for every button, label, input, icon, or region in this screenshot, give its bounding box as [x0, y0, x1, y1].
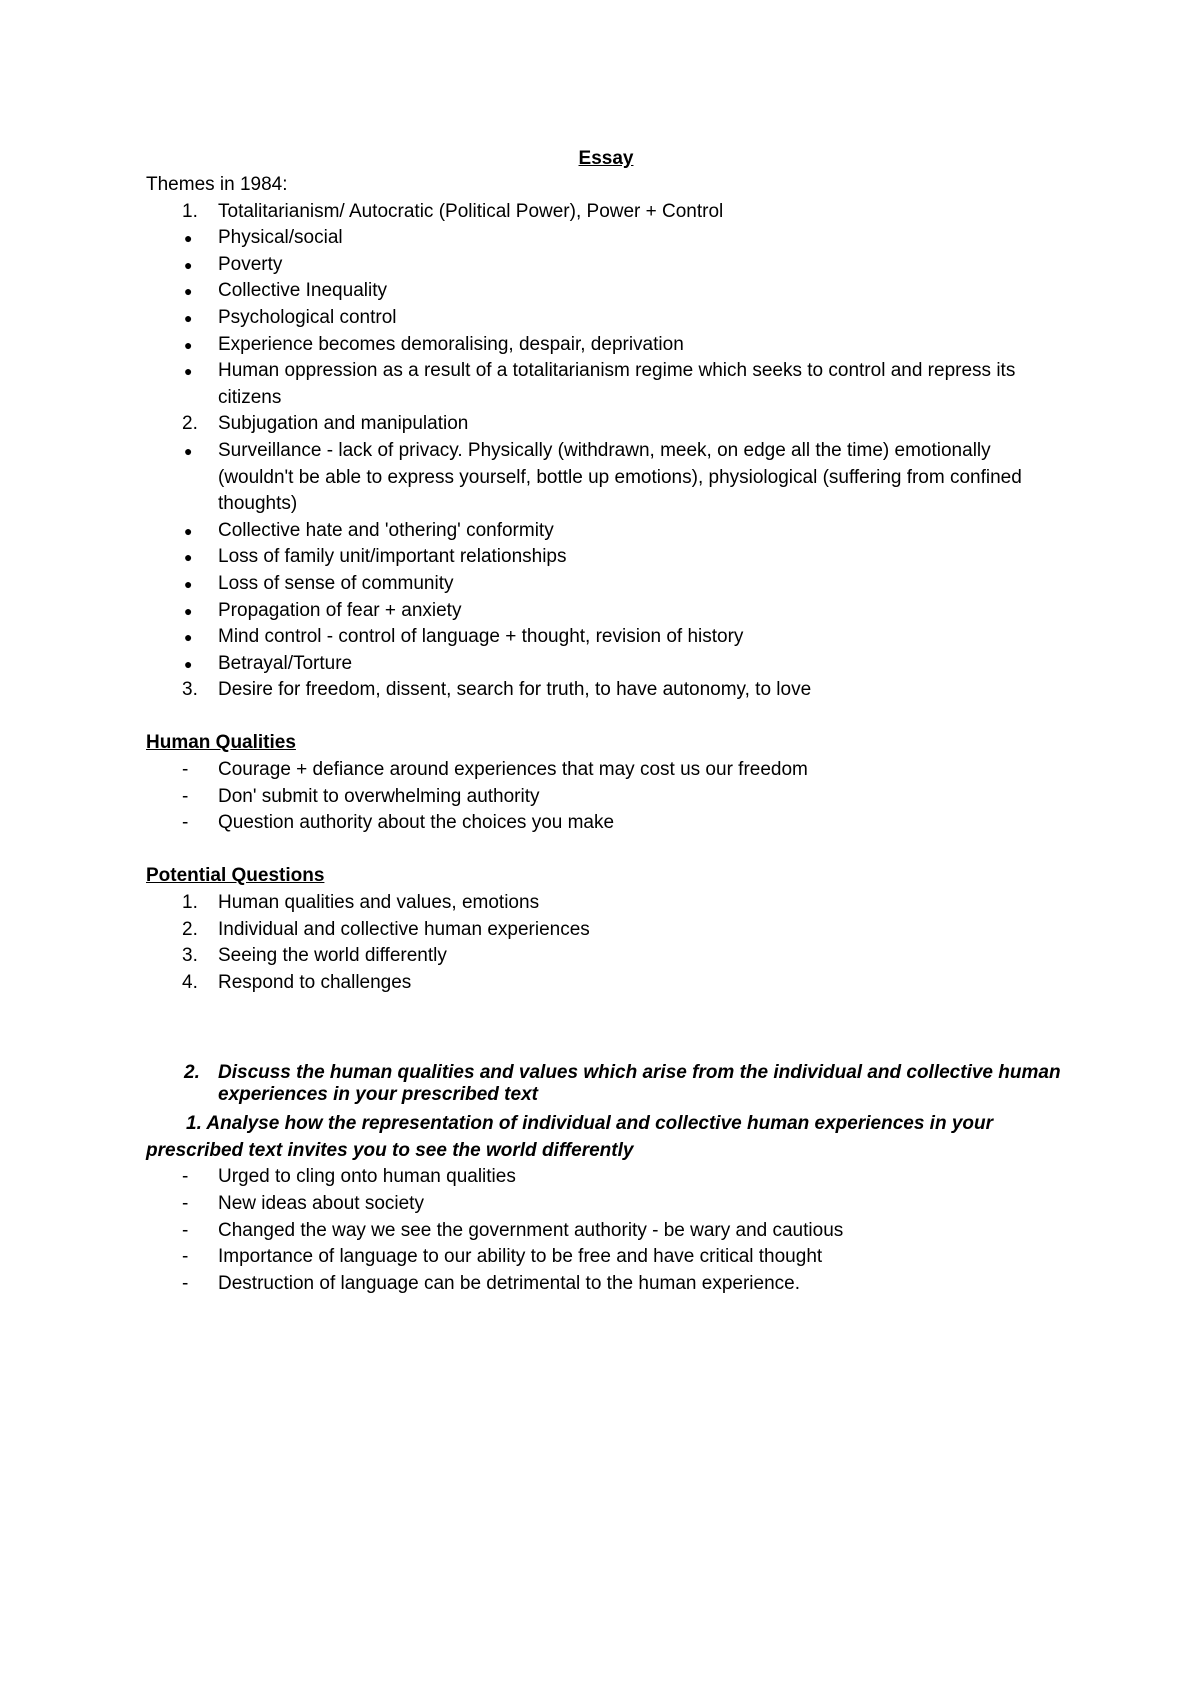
list-item-text: Courage + defiance around experiences that may cost us our freedom — [218, 759, 808, 781]
list-item-text: Changed the way we see the government authority - be wary and cautious — [218, 1219, 844, 1241]
list-item — [146, 411, 1066, 438]
list-item-text: Destruction of language can be detrimental to the human experience. — [218, 1272, 800, 1294]
list-item — [146, 677, 1066, 704]
bullet-icon: ● — [184, 336, 193, 353]
answer-points-list — [146, 1164, 1066, 1297]
list-item-text: Desire for freedom, dissent, search for truth, to have autonomy, to love — [218, 679, 812, 701]
list-item — [146, 518, 1066, 545]
dash-marker: - — [182, 759, 189, 781]
bullet-icon: ● — [184, 309, 193, 326]
bullet-icon: ● — [184, 602, 193, 619]
list-item-text: Individual and collective human experiences — [218, 918, 590, 940]
list-item — [146, 917, 1066, 944]
list-number: 2. — [182, 918, 198, 940]
list-item — [146, 278, 1066, 305]
list-item-text: Betrayal/Torture — [218, 652, 353, 674]
spacer — [146, 837, 1066, 864]
list-item-text: Psychological control — [218, 306, 397, 328]
list-item — [146, 598, 1066, 625]
list-item-text: Collective hate and 'othering' conformity — [218, 519, 554, 541]
list-item — [146, 943, 1066, 970]
list-item — [146, 305, 1066, 332]
list-item — [146, 252, 1066, 279]
dash-marker: - — [182, 812, 189, 834]
bullet-icon: ● — [184, 522, 193, 539]
list-item-text: Respond to challenges — [218, 971, 412, 993]
list-item — [146, 651, 1066, 678]
document-title: Essay — [578, 148, 634, 169]
list-item — [146, 571, 1066, 598]
list-item — [146, 1218, 1066, 1245]
list-item-text: Question authority about the choices you make — [218, 812, 615, 834]
list-item — [146, 784, 1066, 811]
list-number: 3. — [182, 679, 198, 701]
list-item-text: Physical/social — [218, 227, 343, 249]
list-item — [146, 358, 1066, 411]
dash-marker: - — [182, 1272, 189, 1294]
list-number: 4. — [182, 971, 198, 993]
bullet-icon: ● — [184, 575, 193, 592]
list-item — [146, 332, 1066, 359]
list-item — [146, 544, 1066, 571]
list-item-text: Importance of language to our ability to be free and have critical thought — [218, 1246, 823, 1268]
list-item-text: Propagation of fear + anxiety — [218, 599, 462, 621]
list-number: 1. — [182, 892, 198, 914]
list-item — [146, 1271, 1066, 1298]
bullet-icon: ● — [184, 283, 193, 300]
bullet-icon: ● — [184, 629, 193, 646]
list-item-text: Subjugation and manipulation — [218, 413, 469, 435]
list-item-text: Poverty — [218, 253, 283, 275]
dash-marker: - — [182, 1219, 189, 1241]
list-item-text: Seeing the world differently — [218, 945, 447, 967]
dash-marker: - — [182, 785, 189, 807]
document-page — [146, 146, 1066, 1297]
dash-marker: - — [182, 1246, 189, 1268]
potential-questions-heading: Potential Questions — [146, 865, 325, 887]
list-item — [146, 225, 1066, 252]
potential-questions-list — [146, 890, 1066, 996]
bullet-icon: ● — [184, 442, 193, 459]
list-item-text: Totalitarianism/ Autocratic (Political Power), Power + Control — [218, 200, 724, 222]
list-item-text: Mind control - control of language + thought, revision of history — [218, 626, 744, 648]
human-qualities-heading: Human Qualities — [146, 732, 296, 754]
list-number: 2. — [182, 413, 198, 435]
list-item-text: Human qualities and values, emotions — [218, 892, 540, 914]
list-item — [146, 438, 1066, 518]
themes-intro: Themes in 1984: — [146, 174, 288, 195]
list-number: 1. — [182, 200, 198, 222]
list-item-text: Loss of sense of community — [218, 572, 454, 594]
list-item — [146, 970, 1066, 997]
list-number: 3. — [182, 945, 198, 967]
list-item-text: New ideas about society — [218, 1193, 424, 1214]
list-item-text: Don' submit to overwhelming authority — [218, 785, 540, 807]
list-item — [146, 624, 1066, 651]
question-number: 2. — [184, 1062, 200, 1084]
list-item-text: Loss of family unit/important relationships — [218, 546, 567, 568]
bullet-icon: ● — [184, 230, 193, 247]
list-item — [146, 1244, 1066, 1271]
list-item-text: Urged to cling onto human qualities — [218, 1166, 516, 1188]
list-item — [146, 757, 1066, 784]
bullet-icon: ● — [184, 655, 193, 672]
human-qualities-list — [146, 757, 1066, 837]
question-text: Discuss the human qualities and values which arise from the individual and collective human experiences in your prescribed text — [218, 1062, 1061, 1106]
list-item — [146, 890, 1066, 917]
bullet-icon: ● — [184, 256, 193, 273]
themes-list — [146, 199, 1066, 704]
spacer — [146, 704, 1066, 731]
list-item — [146, 810, 1066, 837]
essay-question-1: 1. Analyse how the representation of individual and collective human experiences in your prescribed text invites you to see the world differently — [146, 1113, 994, 1162]
list-item-text: Human oppression as a result of a totalitarianism regime which seeks to control and repress its citizens — [218, 360, 1016, 408]
dash-marker: - — [182, 1166, 189, 1188]
list-item-text: Experience becomes demoralising, despair, deprivation — [218, 333, 684, 355]
dash-marker: - — [182, 1193, 189, 1214]
spacer — [146, 996, 1066, 1062]
list-item — [146, 199, 1066, 226]
bullet-icon: ● — [184, 549, 193, 566]
list-item — [146, 1164, 1066, 1191]
bullet-icon: ● — [184, 363, 193, 380]
essay-question-2 — [146, 1062, 1066, 1106]
list-item-text: Collective Inequality — [218, 280, 387, 302]
list-item — [146, 1191, 1066, 1218]
list-item-text: Surveillance - lack of privacy. Physically (withdrawn, meek, on edge all the time) emotionally (wouldn't be able to express yourself, bottle up emotions), physiological (suffering from confined thoughts) — [218, 439, 1022, 515]
